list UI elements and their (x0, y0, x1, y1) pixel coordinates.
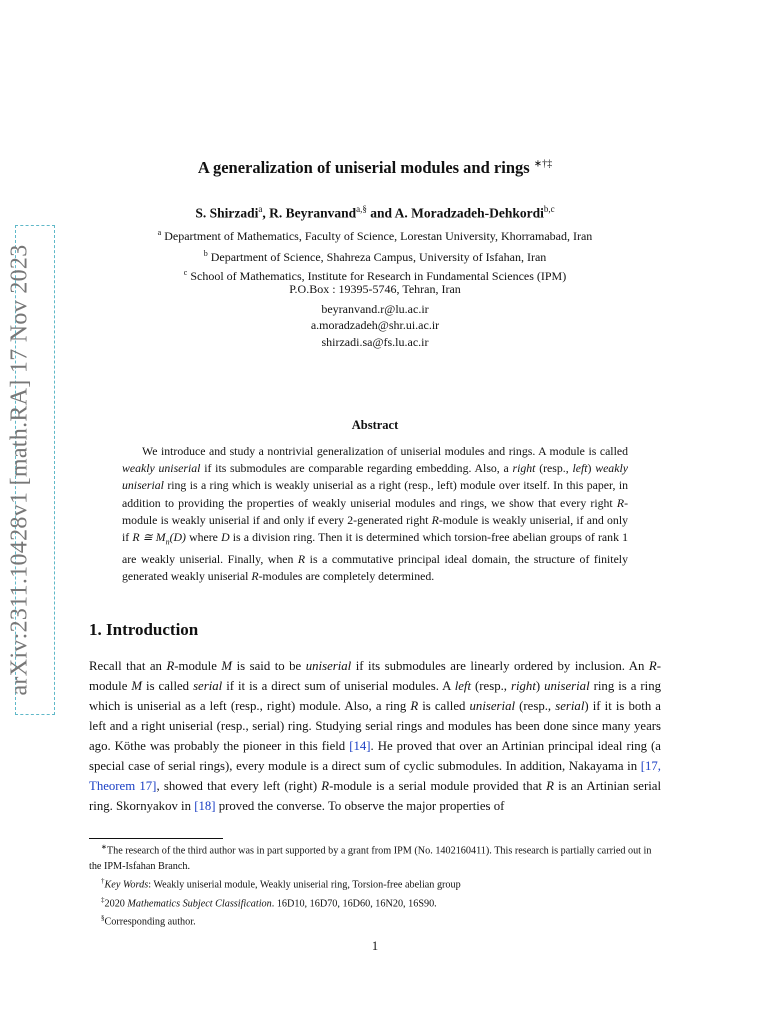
intro-text: -module is a serial module provided that (329, 779, 547, 793)
title-footnote-marks: ∗†‡ (533, 158, 553, 170)
affiliation-text: Department of Science, Shahreza Campus, University of Isfahan, Iran (210, 250, 547, 264)
abstract-emphasis: weakly uniserial (122, 461, 628, 493)
math-expression: R ≅ M (132, 530, 166, 545)
citation-link-17[interactable]: [17, (640, 759, 661, 773)
author-name: A. Moradzadeh-Dehkordi (394, 205, 544, 221)
abstract-text: ) (587, 461, 596, 476)
author-name: S. Shirzadi (195, 205, 259, 221)
intro-text: ) (535, 679, 545, 693)
footnote-mark: ‡ (101, 895, 105, 904)
affiliation-mark: c (183, 268, 188, 277)
footnote-rule (89, 838, 223, 839)
intro-emphasis: uniserial (544, 679, 590, 693)
footnote-keywords (89, 874, 661, 893)
footnote-mark: § (101, 914, 105, 923)
intro-text: , showed that every left (right) (156, 779, 322, 793)
email-moradzadeh[interactable]: a.moradzadeh@shr.ui.ac.ir (310, 318, 440, 332)
abstract-text: We introduce and study a nontrivial generalization of uniserial modules and rings. A module is called (142, 444, 628, 458)
math-symbol: R (166, 659, 175, 673)
footnote-text: 2020 (104, 898, 128, 910)
footnote-text: : Weakly uniserial module, Weakly uniserial ring, Torsion-free abelian group (148, 879, 461, 891)
footnote-funding (89, 840, 661, 874)
intro-emphasis: right (510, 679, 536, 693)
email-beyranvand[interactable]: beyranvand.r@lu.ac.ir (321, 302, 429, 316)
intro-emphasis: serial (193, 679, 223, 693)
abstract-emphasis: right (512, 461, 536, 476)
paper-title (90, 158, 660, 178)
introduction-body (89, 656, 661, 816)
citation-link-14[interactable]: [14] (349, 739, 371, 753)
abstract-body (122, 443, 628, 585)
intro-text: is an Artinian serial ring. Skornyakov in (89, 779, 662, 813)
math-symbol: R (297, 551, 306, 566)
intro-text: . He proved that over an Artinian principal ideal ring (a special case of serial rings), every module is a direct sum of cyclic submodules. In addition, Nakayama in (89, 739, 661, 773)
intro-text: (resp., (471, 679, 511, 693)
math-expression: (D) (169, 530, 186, 545)
intro-text: ring is a ring which is uniserial as a left (resp., right) module. Also, a ring (89, 679, 661, 713)
footnote-mark: ∗ (101, 843, 107, 851)
math-subscript: n (165, 537, 170, 547)
math-symbol: R (410, 699, 419, 713)
author-mark: a,§ (356, 204, 367, 214)
intro-emphasis: uniserial (305, 659, 352, 673)
affiliation-pobox: P.O.Box : 19395-5746, Tehran, Iran (289, 282, 461, 296)
author-mark: b,c (543, 204, 555, 214)
abstract-emphasis: weakly uniserial (122, 461, 201, 476)
math-symbol: M (131, 679, 143, 693)
intro-text: Recall that an (89, 659, 167, 673)
footnote-corresponding (89, 911, 661, 930)
footnotes (89, 840, 661, 930)
intro-emphasis: uniserial (469, 699, 516, 713)
intro-text: -module (174, 659, 222, 673)
section-heading-introduction: 1. Introduction (89, 620, 199, 639)
abstract-text: is a division ring. Then it is determined which torsion-free abelian groups of rank 1 are weakly uniserial. Finally, when (122, 530, 629, 566)
intro-text: is said to be (232, 659, 306, 673)
email-shirzadi[interactable]: shirzadi.sa@fs.lu.ac.ir (321, 335, 429, 349)
intro-text: if it is a direct sum of uniserial modules. A (222, 679, 455, 693)
abstract-heading: Abstract (351, 418, 399, 432)
math-symbol: D (221, 530, 230, 545)
affiliation-b (90, 245, 660, 266)
footnote-mark: † (101, 876, 105, 885)
math-symbol: R (431, 512, 439, 527)
intro-emphasis: serial (555, 699, 585, 713)
intro-text: -module (89, 659, 661, 693)
footnote-label: Key Words (104, 879, 149, 891)
math-symbol: R (321, 779, 330, 793)
abstract-text: -modules are completely determined. (258, 568, 435, 583)
affiliation-text: Department of Mathematics, Faculty of Science, Lorestan University, Khorramabad, Iran (164, 229, 593, 243)
citation-link-18[interactable]: [18] (194, 799, 216, 813)
abstract-text: where (185, 530, 222, 545)
intro-text: is called (418, 699, 470, 713)
footnote-text: Corresponding author. (104, 916, 196, 928)
intro-text: proved the converse. To observe the major properties of (215, 799, 505, 813)
abstract-text: -module is weakly uniserial if and only if every 2-generated right (122, 495, 628, 527)
intro-text: (resp., (515, 699, 556, 713)
intro-emphasis: left (454, 679, 472, 693)
author-separator: and (366, 205, 395, 221)
author-list (90, 204, 660, 222)
abstract-text: if its submodules are comparable regarding embedding. Also, a (200, 461, 513, 476)
math-symbol: R (616, 495, 625, 510)
affiliation-mark: a (157, 228, 162, 237)
math-symbol: M (221, 659, 233, 673)
affiliation-a (90, 224, 660, 245)
abstract-text: is a commutative principal ideal domain, the structure of finitely generated weakly uniserial (122, 551, 628, 583)
abstract-text: (resp., (535, 461, 573, 476)
footnote-msc (89, 893, 661, 912)
affiliation-text: School of Mathematics, Institute for Research in Fundamental Sciences (IPM) (190, 269, 567, 283)
math-symbol: R (648, 659, 657, 673)
arxiv-identifier[interactable]: arXiv:2311.10428v1 [math.RA] 17 Nov 2023 (6, 244, 33, 696)
title-text: A generalization of uniserial modules and rings (197, 158, 530, 177)
abstract-text: ring is a ring which is weakly uniserial as a right (resp., left) module over itself. In this paper, in addition to providing the properties of weakly uniserial modules and rings, we show that every right (122, 478, 628, 510)
author-name: R. Beyranvand (269, 205, 357, 221)
intro-text: if its submodules are linearly ordered by inclusion. An (351, 659, 649, 673)
intro-text: is called (142, 679, 194, 693)
footnote-text: The research of the third author was in part supported by a grant from IPM (No. 1402160411). This research is partially carried out in the IPM-Isfahan Branch. (89, 845, 652, 872)
math-symbol: R (546, 779, 554, 793)
author-mark: a (258, 204, 263, 214)
abstract-text: -module is weakly uniserial, if and only if (122, 512, 628, 545)
author-separator: , (262, 205, 270, 221)
abstract-emphasis: left (572, 461, 588, 476)
page-number: 1 (371, 939, 379, 953)
footnote-text: . 16D10, 16D70, 16D60, 16N20, 16S90. (271, 898, 437, 910)
intro-text: ) if it is both a left and a right uniserial (resp., serial) ring. Studying serial rings and modules has been done since many years ago. Köthe was probably the pioneer in this field (89, 699, 661, 753)
footnote-label: Mathematics Subject Classification (127, 898, 272, 910)
citation-link-17-theorem[interactable]: Theorem 17] (89, 779, 157, 793)
affiliation-mark: b (203, 249, 208, 258)
math-symbol: R (251, 568, 259, 583)
